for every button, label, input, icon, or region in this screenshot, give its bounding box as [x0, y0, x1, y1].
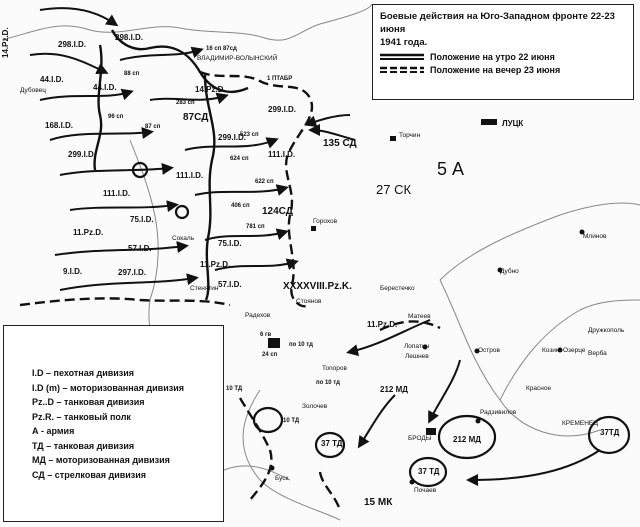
place-leshnev: Лешнев [405, 353, 429, 360]
unit-id299c: 299.I.D. [268, 105, 297, 114]
unit-army5: 5 А [437, 159, 465, 179]
unit-pz11a: 11.Pz.D. [73, 228, 104, 237]
unit-id168: 168.I.D. [45, 121, 74, 130]
unit-td10b: 10 ТД [283, 418, 300, 424]
key-row: СД – стрелковая дивизия [32, 469, 147, 480]
key-row: I.D – пехотная дивизия [32, 368, 135, 378]
place-krasnoye: Красное [526, 385, 552, 392]
place-brody: БРОДЫ [408, 435, 432, 442]
key-row: I.D (m) – моторизованная дивизия [32, 382, 184, 393]
reg-10tp2: по 10 тд [316, 380, 340, 386]
unit-ptabr: 1 ПТАБР [267, 76, 293, 82]
reg-88: 88 сп [124, 71, 140, 77]
place-berestechko: Берестечко [380, 285, 415, 292]
place-gorokhov: Горохов [313, 218, 338, 225]
unit-td37c: 37ТД [600, 428, 620, 437]
unit-pz11c: 11.Pz.D. [367, 320, 398, 329]
place-kremenets: КРЕМЕНЕЦ [562, 420, 599, 427]
unit-id299a: 299.I.D. [68, 150, 97, 159]
unit-id75b: 75.I.D. [218, 239, 242, 248]
unit-id297: 297.I.D. [118, 268, 147, 277]
unit-id57b: 57.I.D. [218, 280, 242, 289]
legend-row-morning [380, 52, 626, 62]
unit-id111c: 111.I.D. [268, 150, 296, 159]
title-legend-box [372, 4, 634, 100]
place-ostrog: Остров [478, 347, 500, 354]
place-zolochev: Золочев [302, 403, 328, 410]
legend-label-morning: Положение на утро 22 июня [430, 52, 555, 62]
key-row: ТД – танковая дивизия [32, 440, 135, 451]
reg-523: 523 сп [240, 132, 259, 138]
map-title-line1: Боевые действия на Юго-Западном фронте 22-23 июня [380, 11, 615, 35]
unit-td10a: 10 ТД [226, 386, 243, 392]
unit-id111b: 111.I.D. [176, 171, 204, 180]
unit-id299b: 299.I.D. [218, 133, 247, 142]
unit-sk27: 27 СК [376, 182, 412, 197]
place-torchin: Торчин [399, 132, 421, 139]
place-mlynov: Млинов [583, 233, 607, 240]
unit-reg16: 16 сп 87сд [206, 46, 237, 52]
place-sokal: Сокаль [172, 235, 195, 242]
reg-96: 96 сп [108, 114, 124, 120]
legend-solid-sample [380, 52, 424, 62]
unit-sd87: 87СД [183, 112, 209, 123]
reg-283: 283 сп [176, 100, 195, 106]
unit-mk15: 15 МК [364, 497, 393, 508]
place-topory: Топоров [322, 365, 347, 372]
unit-id44b: 44.I.D. [93, 83, 117, 92]
place-radziv: Радзивилов [480, 409, 517, 416]
reg-781: 781 сп [246, 224, 265, 230]
place-verba: Верба [588, 350, 607, 357]
unit-pz14: 14.Pz.D. [1, 27, 10, 58]
unit-sd124: 124СД [262, 206, 293, 217]
place-stoyanov: Стоянов [296, 298, 322, 305]
place-lutsk: ЛУЦК [502, 119, 524, 128]
reg-24: 24 сп [262, 352, 278, 358]
unit-td37a: 37 ТД [321, 439, 343, 448]
reg-6: 6 гв [260, 332, 272, 338]
place-poninka: Почаев [414, 487, 437, 494]
map-title-line2: 1941 года. [380, 37, 428, 48]
unit-id298b: 298.I.D. [115, 33, 144, 42]
unit-id9: 9.I.D. [63, 267, 83, 276]
place-mataev: Матеев [408, 313, 431, 320]
unit-id298a: 298.I.D. [58, 40, 87, 49]
place-kozin: Козин [542, 347, 560, 354]
unit-id44a: 44.I.D. [40, 75, 64, 84]
key-row: А - армия [32, 426, 75, 436]
legend-row-evening [380, 65, 626, 75]
reg-624: 624 сп [230, 156, 249, 162]
place-busk: Буск [275, 475, 289, 482]
unit-md212b: 212 МД [453, 435, 481, 444]
reg-10tp: по 10 тд [289, 342, 313, 348]
place-vladimir: ВЛАДИМИР-ВОЛЫНСКИЙ [197, 55, 278, 62]
legend-dashed-sample [380, 65, 424, 75]
key-row: Pz.R. – танковый полк [32, 411, 131, 422]
reg-87: 87 сп [145, 124, 161, 130]
unit-id57a: 57.I.D. [128, 244, 152, 253]
legend-label-evening: Положение на вечер 23 июня [430, 65, 561, 75]
place-ozerye: Озерце [563, 347, 586, 354]
place-radekhov: Радехов [245, 312, 271, 319]
unit-pz14b: 14.Pz.D. [195, 85, 226, 94]
place-dubov: Дубовец [20, 87, 46, 94]
key-row: МД – моторизованная дивизия [32, 455, 170, 465]
unit-id75a: 75.I.D. [130, 215, 154, 224]
place-drygovo: Дружкополь [588, 327, 625, 334]
unit-pz11b: 11.Pz.D. [200, 260, 231, 269]
reg-406: 406 сп [231, 203, 250, 209]
unit-id111a: 111.I.D. [103, 189, 131, 198]
place-dubno: Дубно [500, 268, 519, 275]
abbreviation-key-box [3, 325, 224, 522]
unit-sd135: 135 СД [323, 138, 357, 149]
unit-td37b: 37 ТД [418, 467, 440, 476]
key-row: Pz..D – танковая дивизия [32, 397, 145, 407]
place-lopatin: Лопатин [404, 343, 430, 350]
reg-622: 622 сп [255, 179, 274, 185]
unit-corps48: XXXXVIII.Pz.K. [283, 281, 352, 292]
unit-md212a: 212 МД [380, 385, 408, 394]
place-stenyatin: Стенятин [190, 285, 219, 292]
